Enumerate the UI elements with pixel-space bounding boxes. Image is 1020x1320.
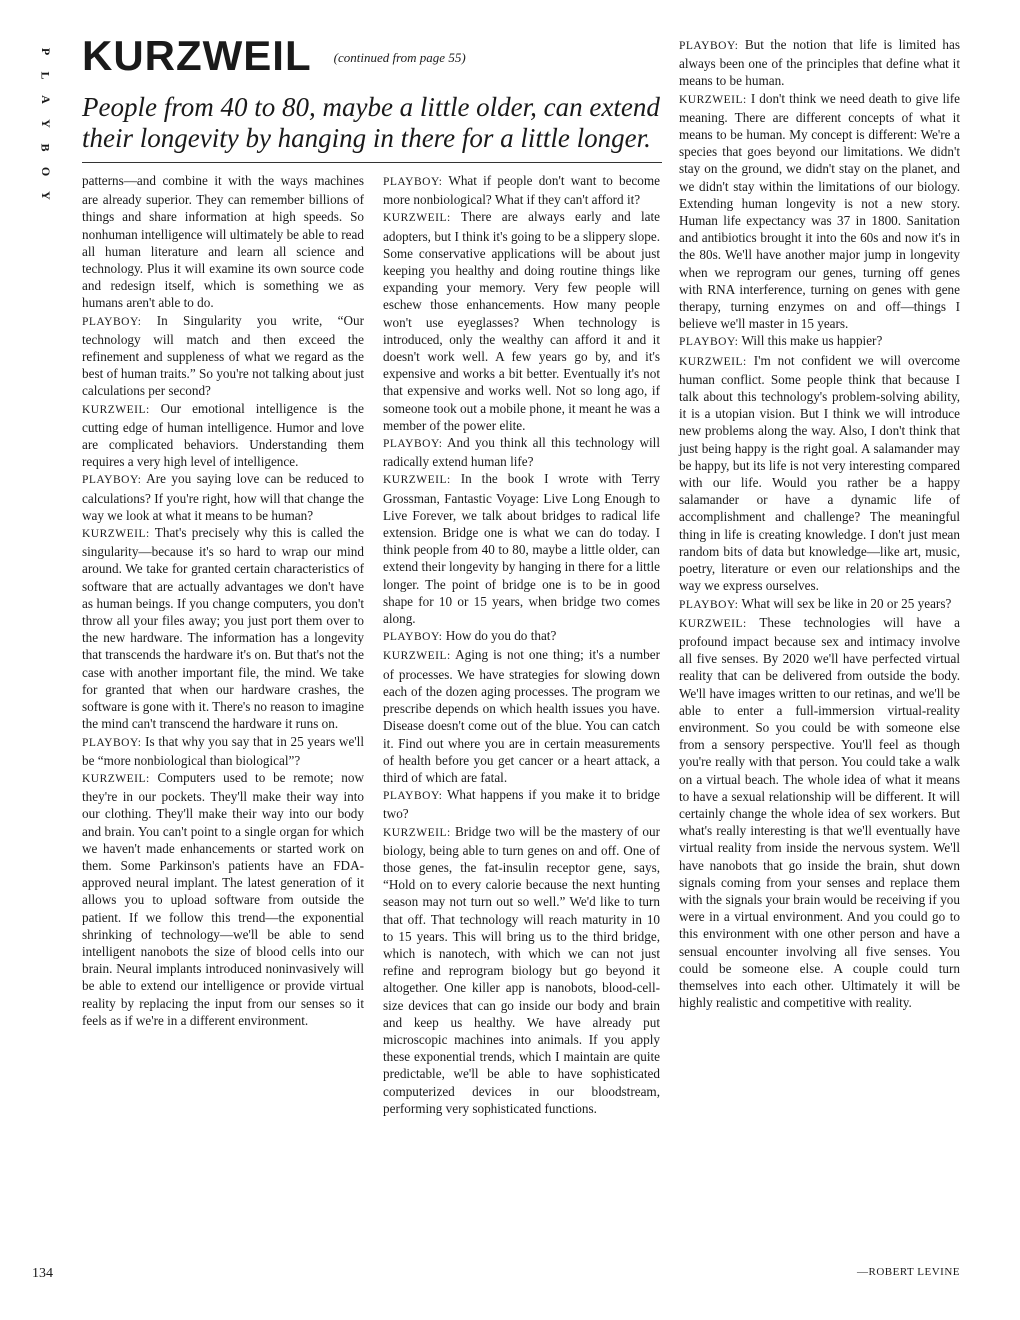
paragraph [679, 36, 960, 90]
side-letter: Y [38, 119, 53, 129]
paragraph [679, 332, 960, 351]
paragraph-text: These technologies will have a profound impact because sex and intimacy involve all five senses. By 2020 we'll have perfected virtual reality that can be delivered from outside the body. We'll have images written to our retinas, and we'll be able to enter a full-immersion virtual-reality environment. So you could be with someone else from a sensory perspective. You'll feel as though you're really with that person. You could take a walk on a virtual beach. The whole idea of what it means to have a sexual relationship will be different. It will certainly change the whole idea of sex workers. But what's really interesting is that we'll eventually have virtual reality from inside the nervous system. We'll have nanobots that go inside the brain, shut down signals coming from your senses and replace them with the signals your brain would be receiving if you were in a virtual environment. And you could go to this environment with one other person and have a sensual encounter involving all five senses. You could be someone else. A couple could turn themselves into each other. Ultimately it will be highly realistic and competitive with reality. [679, 614, 961, 1011]
paragraph [82, 524, 364, 732]
paragraph [383, 627, 660, 646]
speaker-label: PLAYBOY: [82, 315, 142, 328]
paragraph [383, 646, 660, 786]
paragraph [82, 312, 364, 400]
speaker-label: PLAYBOY: [383, 790, 443, 803]
continued-note: (continued from page 55) [333, 50, 466, 65]
speaker-label: PLAYBOY: [82, 474, 142, 487]
paragraph-text: But the notion that life is limited has always been one of the principles that define what it means to be human. [679, 37, 961, 89]
speaker-label: KURZWEIL: [82, 772, 150, 785]
speaker-label: KURZWEIL: [679, 617, 747, 630]
paragraph [679, 352, 960, 595]
speaker-label: KURZWEIL: [383, 474, 451, 487]
paragraph [82, 172, 364, 312]
magazine-side-label [36, 40, 56, 208]
pull-quote: People from 40 to 80, maybe a little older, can extend their longevity by hanging in there for a little longer. [82, 92, 660, 153]
paragraph [679, 614, 960, 1012]
paragraph-text: In the book I wrote with Terry Grossman, Fantastic Voyage: Live Long Enough to Live Forever, we talk about bridges to radical life extension. Bridge one is what we can do today. I think people from 40 to 80, maybe a little older, can extend their longevity by hanging in there for a little longer. The point of bridge one is to be in good shape for 10 or 15 years, when bridge two comes along. [383, 471, 661, 627]
paragraph-text: Will this make us happier? [741, 333, 883, 349]
side-letter: P [39, 47, 53, 57]
paragraph [383, 172, 660, 208]
paragraph-text: What will sex be like in 20 or 25 years? [741, 595, 952, 611]
speaker-label: KURZWEIL: [679, 355, 747, 368]
paragraph [679, 90, 960, 333]
paragraph-text: Are you saying love can be reduced to calculations? If you're right, how will that change the way we look at what it means to be human? [82, 471, 364, 523]
speaker-label: KURZWEIL: [82, 528, 150, 541]
speaker-label: PLAYBOY: [383, 631, 443, 644]
paragraph-text: That's precisely why this is called the singularity—because it's so hard to wrap our mind around. We take for granted certain characteristics of software that are actually advantages we don't have as human beings. If you change computers, you don't throw all your files away; you just port them over to the new hardware. The information has a longevity that transcends the hardware it's on. But that's not the case with another important file, the mind. We take for granted that when our hardware crashes, the software is gone with it. There's no reason to imagine the mind can't transcend the hardware it runs on. [82, 525, 364, 732]
side-letter: O [39, 166, 53, 178]
speaker-label: PLAYBOY: [82, 736, 142, 749]
speaker-label: PLAYBOY: [679, 336, 739, 349]
speaker-label: KURZWEIL: [383, 826, 451, 839]
article-title: KURZWEIL [82, 32, 312, 79]
page-number: 134 [32, 1266, 53, 1281]
paragraph [82, 470, 364, 524]
paragraph-text: patterns—and combine it with the ways machines are already superior. They can remember billions of things and share information at high speeds. So nonhuman intelligence will ultimately be able to read all human literature and learn all science and technology. Plus it will examine its own source code and redesign itself, which is something we as humans aren't able to do. [82, 173, 364, 311]
side-letter: B [38, 143, 53, 153]
text-column-1 [82, 172, 364, 1029]
paragraph-text: I don't think we need death to give life meaning. There are different concepts of what it means to be human. My concept is different: We're a species that goes beyond our limitations. We didn't stay on the ground, we didn't stay on the planet, and we didn't stay within the limitations of our biology. Extending human longevity is not a new story. Human life expectancy was 37 in 1800. Sanitation and antibiotics brought it into the 60s and now it's in the 80s. We'll have another major jump in longevity when we reprogram our genes, turning off genes with RNA interference, turning on genes with gene therapy, turning enzymes on and off—things I believe we'll master in 15 years. [679, 90, 961, 332]
paragraph-text: I'm not confident we will overcome human conflict. Some people think that because I talk about this technology's problem-solving ability, it is a utopian vision. But I think we will introduce new problems along the way. Also, I don't think that just being happy is the right goal. A salamander may be happy, but its life is not very interesting compared with our life. Would you rather be a happy salamander or have a dynamic life of accomplishment and challenge? The meaningful thing in life is creating knowledge. I don't just mean random bits of data but knowledge—like art, music, poetry, literature or even our relationships and the way we express ourselves. [679, 352, 960, 594]
paragraph [383, 470, 660, 627]
speaker-label: KURZWEIL: [383, 650, 451, 663]
paragraph-text: In Singularity you write, “Our technology will match and then exceed the refinement and suppleness of what we regard as the best of human traits.” So you're not talking about just calculations per second? [82, 312, 364, 399]
paragraph [383, 434, 660, 470]
header-divider [82, 162, 662, 163]
paragraph-text: How do you do that? [445, 628, 557, 644]
speaker-label: KURZWEIL: [82, 403, 150, 416]
paragraph [82, 769, 364, 1029]
paragraph [82, 733, 364, 769]
speaker-label: KURZWEIL: [383, 212, 451, 225]
speaker-label: PLAYBOY: [679, 40, 739, 52]
author-byline: —ROBERT LEVINE [857, 1266, 960, 1278]
side-letter: Y [38, 191, 53, 201]
paragraph-text: What happens if you make it to bridge two? [383, 787, 660, 822]
paragraph-text: Our emotional intelligence is the cutting edge of human intelligence. Humor and love are complicated behaviors. Understanding them requires a very high level of intelligence. [82, 400, 364, 470]
article-header [82, 32, 662, 80]
paragraph-text: Bridge two will be the mastery of our biology, being able to turn genes on and off. One of those genes, the fat-insulin receptor gene, says, “Hold on to every calorie because the next hunting season may not turn out so well.” We'd like to turn that off. That technology will reach maturity in 10 to 15 years. This will bring us to the third bridge, which is nanotech, with which we can not just refine and reprogram biology but go beyond it altogether. One killer app is nanobots, blood-cell-size devices that can go inside our body and brain and keep us healthy. We have already put microscopic machines into animals. If you apply these exponential trends, which I maintain are quite predictable, we'll be able to have sophisticated computerized devices in our bloodstream, performing very sophisticated functions. [383, 823, 660, 1116]
paragraph [82, 400, 364, 471]
paragraph-text: And you think all this technology will radically extend human life? [383, 435, 660, 470]
paragraph-text: What if people don't want to become more nonbiological? What if they can't afford it? [383, 173, 661, 208]
paragraph [383, 786, 660, 822]
side-letter: A [38, 95, 53, 105]
paragraph-text: Computers used to be remote; now they're in our pockets. They'll make their way into our clothing. They'll make their way into our body and brain. You can't point to a single organ for which we haven't made enhancements or started work on them. Some Parkinson's patients have an FDA-approved neural implant. The latest generation of it allows you to upload software from outside the patient. If we follow this trend—the exponential shrinking of technology—we'll be able to send intelligent nanobots the size of blood cells into our brain. Neural implants introduced noninvasively will be able to extend our intelligence or provide virtual reality by replacing the input from our senses so it feels as if we're in a different environment. [82, 769, 365, 1028]
paragraph [383, 208, 660, 434]
speaker-label: KURZWEIL: [679, 93, 747, 106]
paragraph [383, 823, 660, 1117]
paragraph [679, 595, 960, 614]
paragraph-text: Aging is not one thing; it's a number of processes. We have strategies for slowing down each of the dozen aging processes. The program we prescribe depends on which health issues you have. Disease doesn't come out of the blue. You can catch it. Find out where you are in certain measurements of health before you get cancer or a heart attack, a third of which are fatal. [383, 647, 661, 785]
speaker-label: PLAYBOY: [679, 598, 739, 611]
paragraph-text: There are always early and late adopters, but I think it's going to be a slippery slope. Some conservative applications will be about just keeping you healthy and doing routine things like expanding your memory. Very few people will eschew those enhancements. How many people won't use eyeglasses? When technology is introduced, only the wealthy can afford it and it doesn't work well. A few years go by, and it's expensive and works a bit better. Eventually it's not that expensive and works well. Not so long ago, if someone took out a mobile phone, it meant he was a member of the power elite. [383, 209, 660, 433]
side-letter: L [38, 71, 53, 81]
speaker-label: PLAYBOY: [383, 176, 443, 188]
speaker-label: PLAYBOY: [383, 438, 443, 451]
text-column-2 [383, 172, 660, 1117]
paragraph-text: Is that why you say that in 25 years we'll be “more nonbiological than biological”? [82, 733, 365, 768]
text-column-3 [679, 36, 960, 1011]
